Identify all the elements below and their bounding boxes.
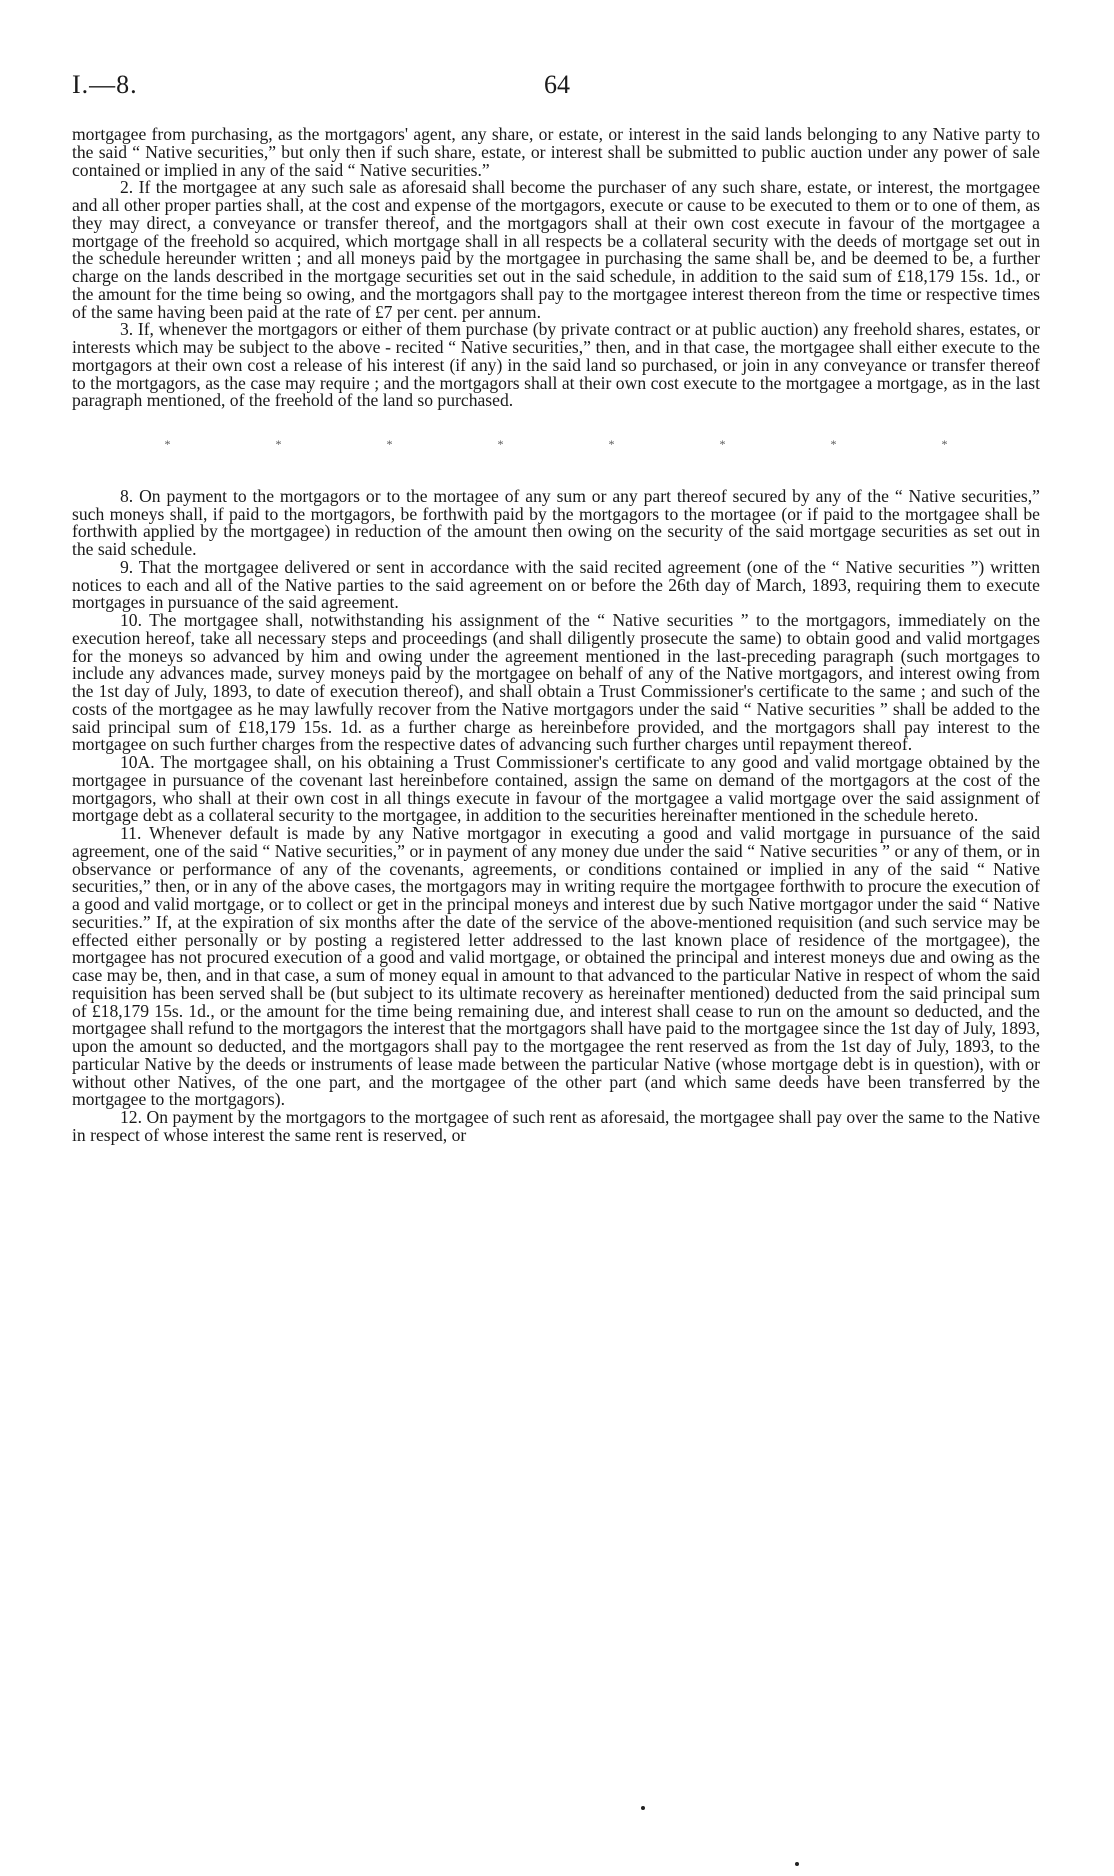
continuation-paragraph: mortgagee from purchasing, as the mortgagors' agent, any share, or estate, or interest in the said lands belonging to any Native party to the said “ Native securities,” but only then if such share, estate, or interest shall be submitted to public auction under any power of sale contained or implied in any of the said “ Native securities.”: [72, 124, 1040, 180]
print-speck: [795, 1862, 799, 1866]
omission-separator: [72, 436, 1040, 454]
document-body: [72, 126, 1040, 1145]
separator-star: *: [608, 437, 615, 451]
paragraph-2: 2. If the mortgagee at any such sale as aforesaid shall become the purchaser of any such share, estate, or interest, the mortgagee and all other proper parties shall, at the cost and expense of the mortgagors, execute or cause to be executed to them or to one of them, as they may direct, a conveyance or transfer thereof, and the mortgagors shall at their own cost execute in favour of the mortgagee a mortgage of the freehold so acquired, which mortgage shall in all respects be a collateral security with the deeds of mortgage set out in the schedule hereunder written ; and all moneys paid by the mortgagee in purchasing the same shall be, and be deemed to be, a further charge on the lands described in the mortgage securities set out in the said schedule, in addition to the said sum of £18,179 15s. 1d., or the amount for the time being so owing, and the mortgagors shall pay to the mortgagee interest thereon from the time or respective times of the same having been paid at the rate of £7 per cent. per annum.: [72, 177, 1040, 322]
paragraph-11: 11. Whenever default is made by any Native mortgagor in executing a good and valid mortgage in pursuance of the said agreement, one of the said “ Native securities,” or in payment of any money due under the said “ Native securities ” or any of them, or in observance or performance of any of the covenants, agreements, or conditions contained or implied in any of the said “ Native securities,” then, or in any of the above cases, the mortgagors may in writing require the mortgagee forthwith to procure the execution of a good and valid mortgage, or to collect or get in the principal moneys and interest due by such Native mortgagor under the said “ Native securities.” If, at the expiration of six months after the date of the service of the above-mentioned requisition (and such service may be effected either personally or by posting a registered letter addressed to the last known place of residence of the mortgagee), the mortgagee has not procured execution of a good and valid mortgage, or obtained the principal and interest moneys due and owing as the case may be, then, and in that case, a sum of money equal in amount to that advanced to the particular Native in respect of whom the said requisition has been served shall be (but subject to its ultimate recovery as hereinafter mentioned) deducted from the said principal sum of £18,179 15s. 1d., or the amount for the time being remaining due, and interest shall cease to run on the amount so deducted, and the mortgagee shall refund to the mortgagors the interest that the mortgagors shall have paid to the mortgagee since the 1st day of July, 1893, upon the amount so deducted, and the mortgagors shall pay to the mortgagee the rent reserved as from the 1st day of July, 1893, to the particular Native by the deeds or instruments of lease made between the particular Native (whose mortgage debt is in question), with or without other Natives, of the one part, and the mortgagee of the other part (and which same deeds have been transferred by the mortgagee to the mortgagors).: [72, 823, 1040, 1110]
document-reference: I.—8.: [72, 70, 138, 99]
separator-star: *: [830, 437, 837, 451]
paragraph-10: 10. The mortgagee shall, notwithstanding his assignment of the “ Native securities ” to the mortgagors, immediately on the execution hereof, take all necessary steps and proceedings (and shall diligently prosecute the same) to obtain good and valid mortgages for the moneys so advanced by him and owing under the agreement mentioned in the last-preceding paragraph (such mortgages to include any advances made, survey moneys paid by the mortgagee on behalf of any of the Native mortgagors, and interest owing from the 1st day of July, 1893, to date of execution thereof), and shall obtain a Trust Commissioner's certificate to the same ; and such of the costs of the mortgagee as he may lawfully recover from the Native mortgagors under the said “ Native securities ” shall be added to the said principal sum of £18,179 15s. 1d. as a further charge as hereinbefore provided, and the mortgagors shall pay interest to the mortgagee on such further charges from the respective dates of advancing such further charges until repayment thereof.: [72, 610, 1040, 755]
page-number: 64: [544, 70, 570, 99]
separator-star: *: [497, 437, 504, 451]
separator-star: *: [164, 437, 171, 451]
page-header: [72, 70, 1042, 106]
print-speck: [641, 1806, 645, 1810]
paragraph-9: 9. That the mortgagee delivered or sent in accordance with the said recited agreement (one of the “ Native securities ”) written notices to each and all of the Native parties to the said agreement on or before the 26th day of March, 1893, requiring them to execute mortgages in pursuance of the said agreement.: [72, 556, 1040, 613]
separator-star: *: [275, 437, 282, 451]
paragraph-3: 3. If, whenever the mortgagors or either of them purchase (by private contract or at public auction) any freehold shares, estates, or interests which may be subject to the above - recited “ Native securities,” then, and in that case, the mortgagee shall either execute to the mortgagors at their own cost a release of his interest (if any) in the said land so purchased, or join in any conveyance or transfer thereof to the mortgagors, as the case may require ; and the mortgagors shall at their own cost execute to the mortgagee a mortgage, as in the last paragraph mentioned, of the freehold of the land so purchased.: [72, 319, 1040, 411]
paragraph-12: 12. On payment by the mortgagors to the mortgagee of such rent as aforesaid, the mortgagee shall pay over the same to the Native in respect of whose interest the same rent is reserved, or: [72, 1107, 1040, 1145]
separator-star: *: [719, 437, 726, 451]
paragraph-10a: 10A. The mortgagee shall, on his obtaining a Trust Commissioner's certificate to any good and valid mortgage obtained by the mortgagee in pursuance of the covenant last hereinbefore contained, assign the same on demand of the mortgagors at the cost of the mortgagors, who shall at their own cost in all things execute in favour of the mortgagee a valid mortgage over the said assignment of mortgage debt as a collateral security to the mortgagee, in addition to the securities hereinafter mentioned in the schedule hereto.: [72, 752, 1040, 826]
separator-star: *: [386, 437, 393, 451]
separator-star: *: [941, 437, 948, 451]
paragraph-8: 8. On payment to the mortgagors or to the mortagee of any sum or any part thereof secured by any of the “ Native securities,” such moneys shall, if paid to the mortgagors, be forthwith paid by the mortgagors to the mortagee (or if paid to the mortgagee shall be forthwith applied by the mortgagee) in reduction of the amount then owing on the security of the said mortgage securities as set out in the said schedule.: [72, 485, 1040, 559]
